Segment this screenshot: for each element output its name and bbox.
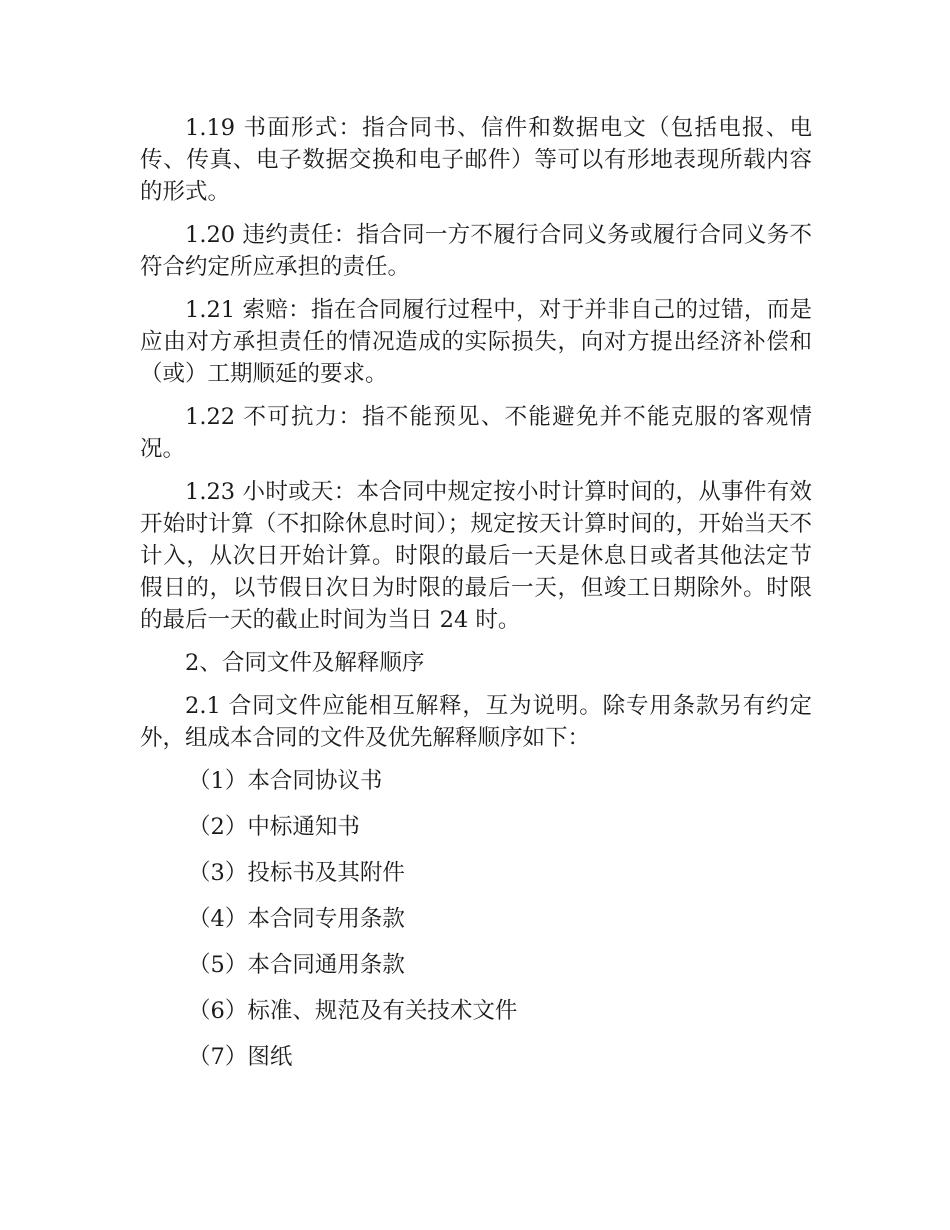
paragraph-1-19: 1.19 书面形式：指合同书、信件和数据电文（包括电报、电传、传真、电子数据交换和电子邮件）等可以有形地表现所载内容的形式。 (140, 115, 812, 205)
paragraph-1-22: 1.22 不可抗力：指不能预见、不能避免并不能克服的客观情况。 (140, 404, 812, 462)
list-item: （2）中标通知书 (188, 814, 360, 840)
document-body (140, 112, 812, 1087)
list-item: （4）本合同专用条款 (188, 906, 405, 932)
paragraph-1-23: 1.23 小时或天：本合同中规定按小时计算时间的，从事件有效开始时计算（不扣除休息时间）；规定按天计算时间的，开始当天不计入，从次日开始计算。时限的最后一天是休息日或者其他法定节假日的，以节假日次日为时限的最后一天，但竣工日期除外。时限的最后一天的截止时间为当日 24 时。 (140, 479, 812, 633)
paragraph-1-20: 1.20 违约责任：指合同一方不履行合同义务或履行合同义务不符合约定所应承担的责任。 (140, 222, 812, 280)
list-item: （7）图纸 (188, 1044, 293, 1070)
list-item: （6）标准、规范及有关技术文件 (188, 998, 518, 1024)
paragraph-1-21: 1.21 索赔：指在合同履行过程中，对于并非自己的过错，而是应由对方承担责任的情况造成的实际损失，向对方提出经济补偿和（或）工期顺延的要求。 (140, 297, 812, 387)
list-item: （1）本合同协议书 (188, 768, 383, 794)
paragraph-2-1: 2.1 合同文件应能相互解释，互为说明。除专用条款另有约定外，组成本合同的文件及优先解释顺序如下： (140, 693, 812, 751)
section-heading-2: 2、合同文件及解释顺序 (185, 650, 425, 676)
list-item: （3）投标书及其附件 (188, 860, 405, 886)
document-order-list (140, 765, 812, 1073)
list-item: （5）本合同通用条款 (188, 952, 405, 978)
